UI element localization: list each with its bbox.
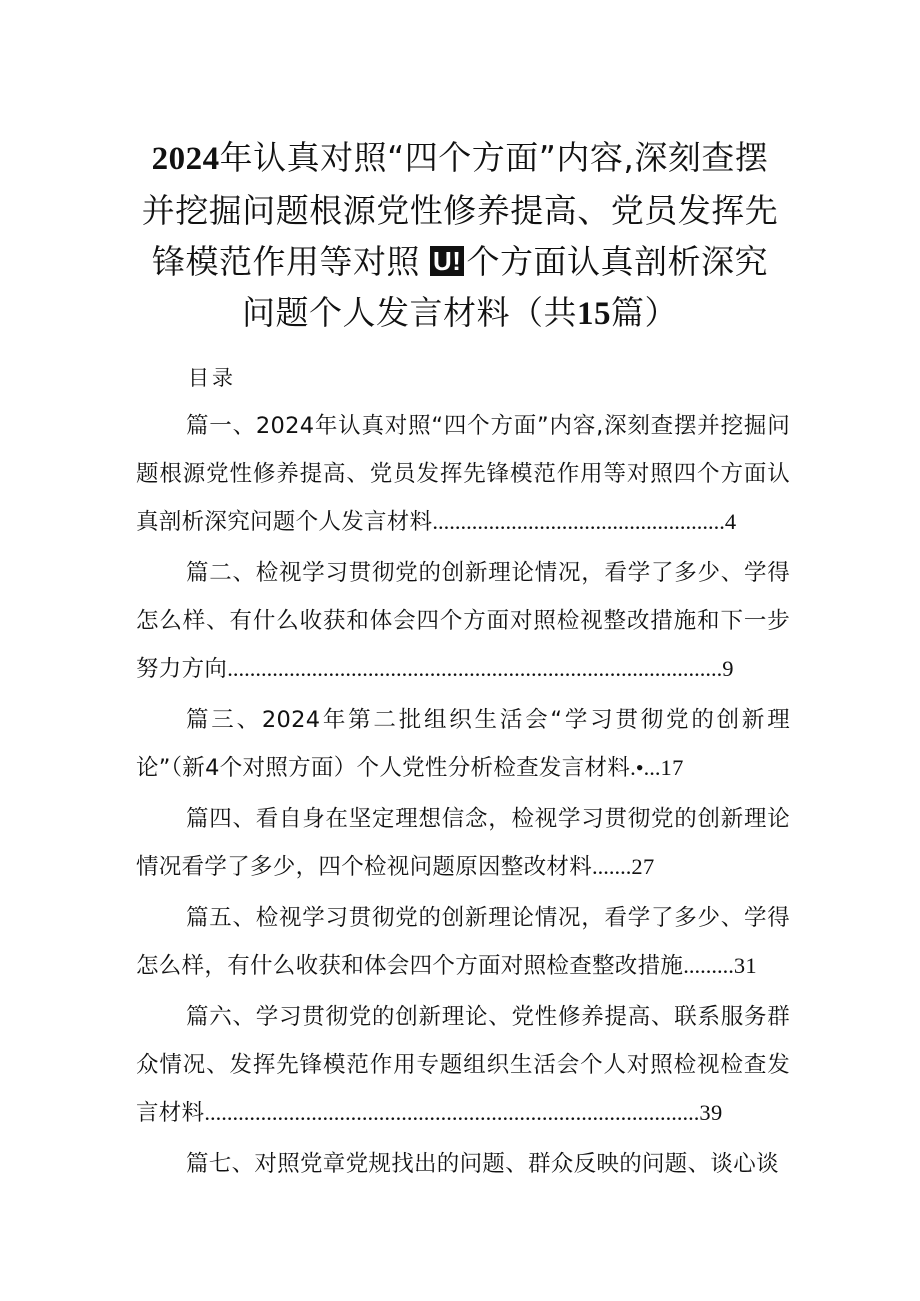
document-title	[110, 132, 810, 340]
toc-entry-title: 篇四、看自身在坚定理想信念，检视学习贯彻党的创新理论情况看学了多少，四个检视问题原因整改材料	[136, 806, 790, 880]
toc-entry-title: 篇六、学习贯彻党的创新理论、党性修养提高、联系服务群众情况、发挥先锋模范作用专题组织生活会个人对照检视检查发言材料	[136, 1004, 790, 1126]
toc-leader-dots: .........	[683, 953, 734, 978]
toc-leader-dots: ........................................................................................	[204, 1100, 700, 1125]
toc-entry-1[interactable]	[136, 402, 790, 546]
table-of-contents	[136, 402, 790, 1191]
title-glyph-artifact: U!	[430, 246, 464, 276]
title-text: 篇）	[611, 293, 678, 332]
toc-entry-title: 篇一、2024年认真对照“四个方面”内容,深刻查摆并挖掘问题根源党性修养提高、党员发挥先锋模范作用等对照四个方面认真剖析深究问题个人发言材料	[136, 413, 790, 535]
toc-entry-title: 篇三、2024年第二批组织生活会“学习贯彻党的创新理论”（新4个对照方面）个人党性分析检查发言材料	[136, 707, 790, 781]
toc-entry-3[interactable]	[136, 696, 790, 792]
toc-page-number: 27	[631, 854, 655, 879]
title-line-3	[110, 236, 810, 287]
toc-page-number: 4	[724, 509, 737, 534]
toc-entry-2[interactable]	[136, 549, 790, 693]
toc-leader-dots: .•...	[630, 755, 661, 780]
title-text: 年认真对照“四个方面”内容,深刻查摆	[219, 138, 769, 177]
title-count: 15	[577, 296, 611, 332]
toc-page-number: 31	[733, 953, 757, 978]
toc-entry-title: 篇七、对照党章党规找出的问题、群众反映的问题、谈心谈	[186, 1151, 779, 1177]
title-line-2	[110, 185, 810, 236]
title-line-1	[110, 132, 810, 185]
toc-leader-dots: .......	[592, 854, 632, 879]
title-text: 问题个人发言材料（共	[242, 293, 577, 332]
toc-entry-title: 篇二、检视学习贯彻党的创新理论情况，看学了多少、学得怎么样、有什么收获和体会四个方面对照检视整改措施和下一步努力方向	[136, 560, 790, 682]
title-text: 个方面认真剖析深究	[466, 242, 768, 281]
toc-heading: 目录	[188, 366, 236, 390]
title-line-4	[110, 287, 810, 340]
toc-entry-4[interactable]	[136, 795, 790, 891]
toc-leader-dots: ....................................................	[432, 509, 725, 534]
toc-entry-5[interactable]	[136, 894, 790, 990]
title-year: 2024	[151, 141, 220, 177]
toc-page-number: 39	[699, 1100, 723, 1125]
toc-entry-title: 篇五、检视学习贯彻党的创新理论情况，看学了多少、学得怎么样，有什么收获和体会四个方面对照检查整改措施	[136, 905, 790, 979]
title-text: 锋模范作用等对照	[152, 242, 421, 281]
toc-page-number: 9	[722, 656, 734, 681]
toc-entry-6[interactable]	[136, 993, 790, 1137]
title-text: 并挖掘问题根源党性修养提高、党员发挥先	[141, 191, 779, 230]
toc-page-number: 17	[660, 755, 684, 780]
toc-entry-7[interactable]	[136, 1140, 790, 1188]
toc-leader-dots: ........................................................................................	[227, 656, 723, 681]
